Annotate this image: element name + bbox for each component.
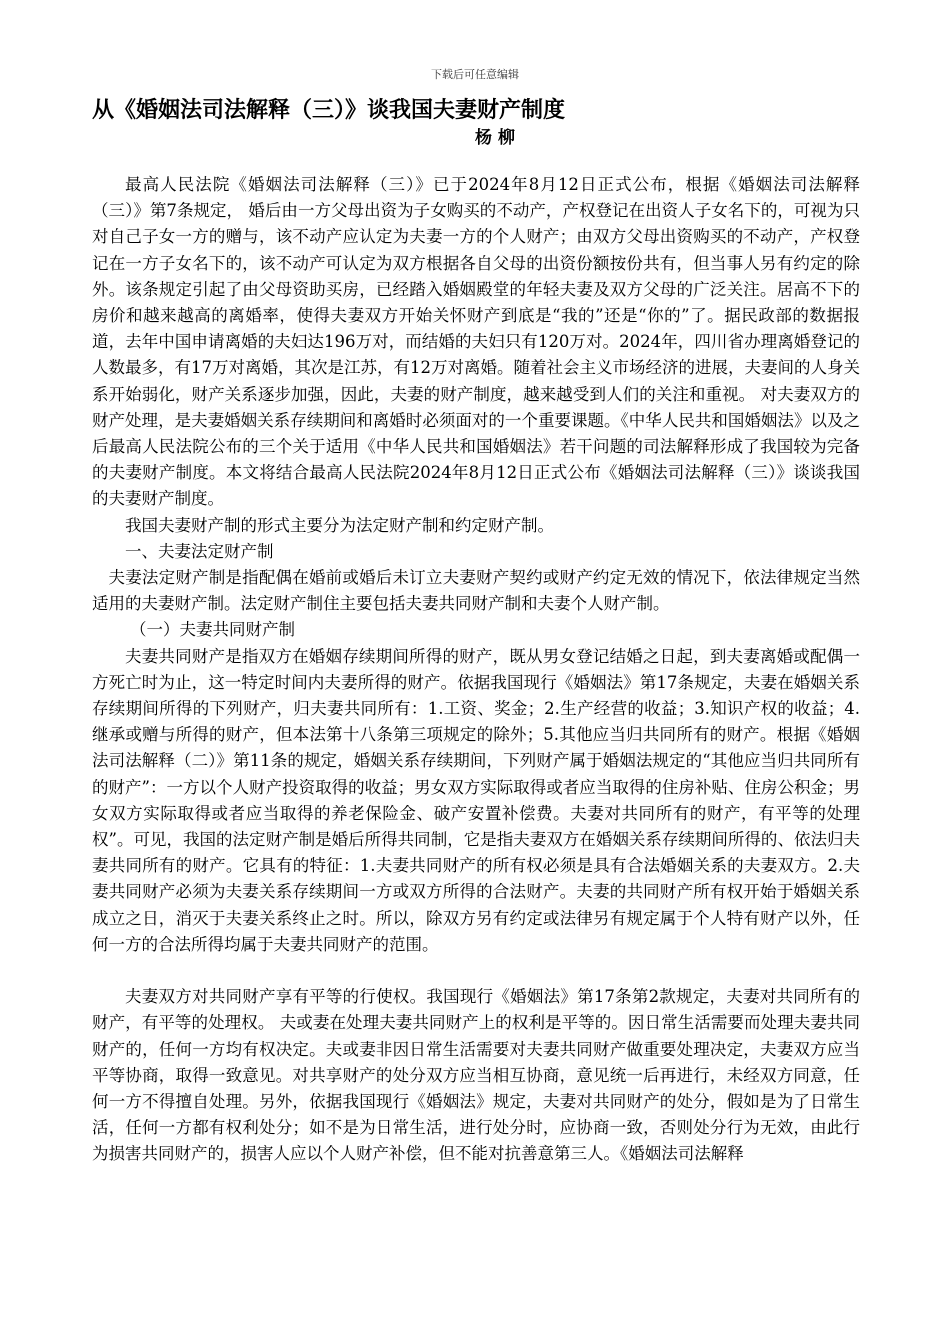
article-title: 从《婚姻法司法解释（三）》谈我国夫妻财产制度 (92, 98, 566, 123)
section-heading-statutory: 一、夫妻法定财产制 (125, 541, 274, 561)
paragraph-intro: 最高人民法院《婚姻法司法解释（三）》已于2024年8月12日正式公布，根据《婚姻法司法解释（三）》第7条规定， 婚后由一方父母出资为子女购买的不动产，产权登记在出资人子女名下的，可视为只对自己子女一方的赠与，该不动产应认定为夫妻一方的个人财产；由双方父母出资购买的不动产，产权登记在一方子女名下的，该不动产可认定为双方根据各自父母的出资份额按份共有，但当事人另有约定的除外。该条规定引起了由父母资助买房，已经踏入婚姻殿堂的年轻夫妻及双方父母的广泛关注。居高不下的房价和越来越高的离婚率，使得夫妻双方开始关怀财产到底是“我的”还是“你的”了。据民政部的数据报道，去年中国申请离婚的夫妇达196万对，而结婚的夫妇只有120万对。2024年，四川省办理离婚登记的人数最多，有17万对离婚，其次是江苏，有12万对离婚。随着社会主义市场经济的进展，夫妻间的人身关系开始弱化，财产关系逐步加强，因此，夫妻的财产制度，越来越受到人们的关注和重视。 对夫妻双方的财产处理，是夫妻婚姻关系存续期间和离婚时必须面对的一个重要课题。《中华人民共和国婚姻法》以及之后最高人民法院公布的三个关于适用《中华人民共和国婚姻法》若干问题的司法解释形成了我国较为完备的夫妻财产制度。本文将结合最高人民法院2024年8月12日正式公布《婚姻法司法解释（三）》谈谈我国的夫妻财产制度。 (92, 175, 860, 509)
article-author: 杨 柳 (475, 128, 515, 148)
page-header-note: 下载后可任意编辑 (431, 68, 519, 81)
article-body (92, 172, 860, 1168)
subsection-heading-community: （一）夫妻共同财产制 (129, 620, 295, 640)
paragraph-equal-rights: 夫妻双方对共同财产享有平等的行使权。我国现行《婚姻法》第17条第2款规定，夫妻对共同所有的财产，有平等的处理权。 夫或妻在处理夫妻共同财产上的权利是平等的。因日常生活需要而处理夫妻共同财产的，任何一方均有权决定。夫或妻非因日常生活需要对夫妻共同财产做重要处理决定，夫妻双方应当平等协商，取得一致意见。对共享财产的处分双方应当相互协商，意见统一后再进行，未经双方同意，任何一方不得擅自处理。另外，依据我国现行《婚姻法》规定，夫妻对共同财产的处分，假如是为了日常生活，任何一方都有权利处分；如不是为日常生活，进行处分时，应协商一致，否则处分行为无效，由此行为损害共同财产的，损害人应以个人财产补偿，但不能对抗善意第三人。《婚姻法司法解释 (92, 987, 860, 1164)
paragraph-community-property: 夫妻共同财产是指双方在婚姻存续期间所得的财产，既从男女登记结婚之日起，到夫妻离婚或配偶一方死亡时为止，这一特定时间内夫妻所得的财产。依据我国现行《婚姻法》第17条规定，夫妻在婚姻关系存续期间所得的下列财产，归夫妻共同所有：1.工资、奖金；2.生产经营的收益；3.知识产权的收益；4.继承或赠与所得的财产，但本法第十八条第三项规定的除外；5.其他应当归共同所有的财产。根据《婚姻法司法解释（二）》第11条的规定，婚姻关系存续期间，下列财产属于婚姻法规定的“其他应当归共同所有的财产”：一方以个人财产投资取得的收益；男女双方实际取得或者应当取得的住房补贴、住房公积金；男女双方实际取得或者应当取得的养老保险金、破产安置补偿费。夫妻对共同所有的财产，有平等的处理权”。可见，我国的法定财产制是婚后所得共同制，它是指夫妻双方在婚姻关系存续期间所得的、依法归夫妻共同所有的财产。它具有的特征：1.夫妻共同财产的所有权必须是具有合法婚姻关系的夫妻双方。2.夫妻共同财产必须为夫妻关系存续期间一方或双方所得的合法财产。夫妻的共同财产所有权开始于婚姻关系成立之日，消灭于夫妻关系终止之时。所以，除双方另有约定或法律另有规定属于个人特有财产以外，任何一方的合法所得均属于夫妻共同财产的范围。 (92, 646, 860, 954)
paragraph-forms: 我国夫妻财产制的形式主要分为法定财产制和约定财产制。 (125, 515, 554, 535)
paragraph-statutory-definition: 夫妻法定财产制是指配偶在婚前或婚后未订立夫妻财产契约或财产约定无效的情况下，依法律规定当然适用的夫妻财产制。法定财产制住主要包括夫妻共同财产制和夫妻个人财产制。 (92, 568, 860, 614)
